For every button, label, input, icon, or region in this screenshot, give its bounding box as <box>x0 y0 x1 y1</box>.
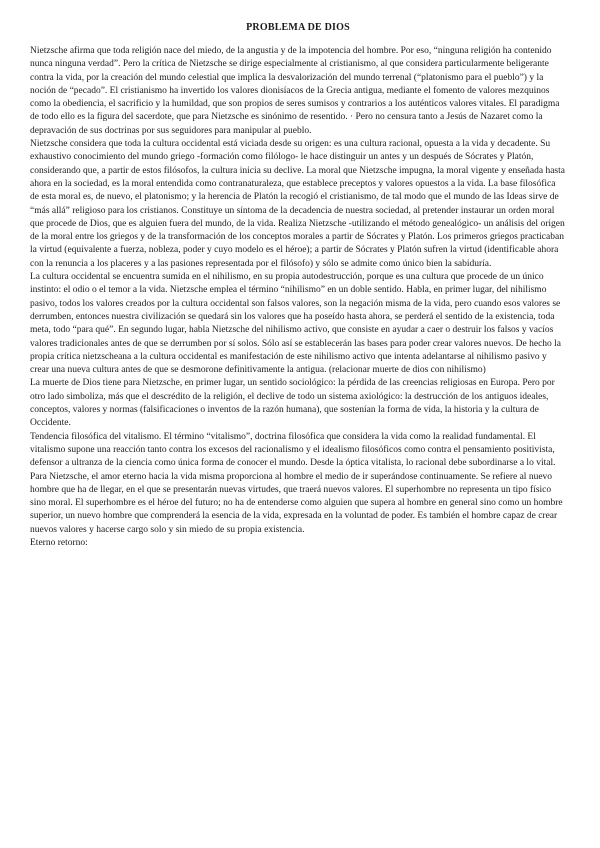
paragraph-vitalism: Tendencia filosófica del vitalismo. El término “vitalismo”, doctrina filosófica que considera la vida como la realidad fundamental. El vitalismo supone una reacción tanto contra los excesos del racionalismo y el idealismo filosóficos como contra el pensamiento positivista, defensor a ultranza de la ciencia como única forma de conocer el mundo. Desde la óptica vitalista, lo racional debe subordinarse a lo vital. <box>30 431 556 469</box>
paragraph-superman: Para Nietzsche, el amor eterno hacia la vida misma proporciona al hombre el medio de ir superándose continuamente. Se refiere al nuevo hombre que ha de llegar, en el que se presentarán nuevas virtudes, que traerá nuevos valores. El superhombre no representa un tipo físico sino moral. El superhombre es el héroe del futuro; no ha de entenderse como alguien que supera al hombre en general sino como un hombre superior, un nuevo hombre que comprenderá la esencia de la vida, expresada en la voluntad de poder. Es también el hombre capaz de crear nuevos valores y hacerse cargo solo y sin miedo de su propia existencia. <box>30 471 563 535</box>
document-body <box>30 45 566 550</box>
paragraph-death-of-god: La muerte de Dios tiene para Nietzsche, en primer lugar, un sentido sociológico: la pérdida de las creencias religiosas en Europa. Pero por otro lado simboliza, más que el descrédito de la religión, el declive de todo un sistema axiológico: la destrucción de los antiguos ideales, conceptos, valores y normas (falsificaciones o inventos de la razón humana), que sostenían la forma de vida, la historia y la cultura de Occidente. <box>30 378 555 429</box>
document-title: PROBLEMA DE DIOS <box>246 22 350 33</box>
paragraph-western-culture: Nietzsche considera que toda la cultura occidental está viciada desde su origen: es una cultura racional, opuesta a la vida y decadente. Su exhaustivo conocimiento del mundo griego -formación como filólogo- le hace distinguir un antes y un después de Sócrates y Platón, considerando que, a partir de estos filósofos, la cultura inicia su declive. La moral que Nietzsche impugna, la moral vigente y enseñada hasta ahora en la sociedad, es la moral entendida como contranaturaleza, que establece preceptos y valores opuestos a la vida. La base filosófica de esta moral es, de nuevo, el platonismo; y la herencia de Platón la recogió el cristianismo, de tal modo que el mundo de las Ideas sirve de “más allá” religioso para los cristianos. Constituye un síntoma de la decadencia de nuestra sociedad, al pretender instaurar un orden moral que procede de Dios, que es alguien fuera del mundo, de la vida. Realiza Nietzsche -utilizando el método genealógico- un análisis del origen de la moral entre los griegos y de la transformación de los conceptos morales a partir de Sócrates y Platón. Los primeros griegos practicaban la virtud (equivalente a fuerza, nobleza, poder y cuyo modelo es el héroe); a partir de Sócrates y Platón sufren la virtud (identificable ahora con la renuncia a los placeres y a las pasiones representada por el filósofo) y sólo se admite como único bien la sabiduría. <box>30 139 565 269</box>
paragraph-religion: Nietzsche afirma que toda religión nace del miedo, de la angustia y de la impotencia del hombre. Por eso, “ninguna religión ha contenido nunca ninguna verdad”. Pero la crítica de Nietzsche se dirige especialmente al cristianismo, al que considera particularmente beligerante contra la vida, por la creación del mundo celestial que implica la desvalorización del mundo terrenal (“platonismo para el pueblo”) y la noción de “pecado”. El cristianismo ha invertido los valores dionisíacos de la Grecia antigua, mediante el fomento de valores mezquinos como la obediencia, el sacrificio y la humildad, que son propios de seres sumisos y contrarios a los auténticos valores vitales. El paradigma de todo ello es la figura del sacerdote, que para Nietzsche es sinónimo de resentido. · Pero no censura tanto a Jesús de Nazaret como la depravación de sus doctrinas por sus seguidores para manipular al pueblo. <box>30 46 560 136</box>
paragraph-eternal-return: Eterno retorno: <box>30 537 88 548</box>
paragraph-nihilism: La cultura occidental se encuentra sumida en el nihilismo, en su propia autodestrucción, porque es una cultura que procede de un único instinto: el odio o el temor a la vida. Nietzsche emplea el término “nihilismo” en un doble sentido. Habla, en primer lugar, del nihilismo pasivo, todos los valores creados por la cultura occidental son falsos valores, son la negación misma de la vida, pero cuando esos valores se derrumben, entonces nuestra civilización se quedará sin los valores que ha poseído hasta ahora, se perderá el sentido de la existencia, toda meta, todo “para qué”. En segundo lugar, habla Nietzsche del nihilismo activo, que consiste en ayudar a caer o destruir los falsos y vacíos valores tradicionales antes de que se derrumben por sí solos. Sólo así se establecerán las bases para poder crear valores nuevos. De hecho la propia crítica nietzscheana a la cultura occidental es manifestación de este nihilismo activo que intenta adelantarse al nihilismo pasivo y crear una nueva cultura antes de que se desmorone definitivamente la antigua. (relacionar muerte de dios con nihilismo) <box>30 272 562 376</box>
